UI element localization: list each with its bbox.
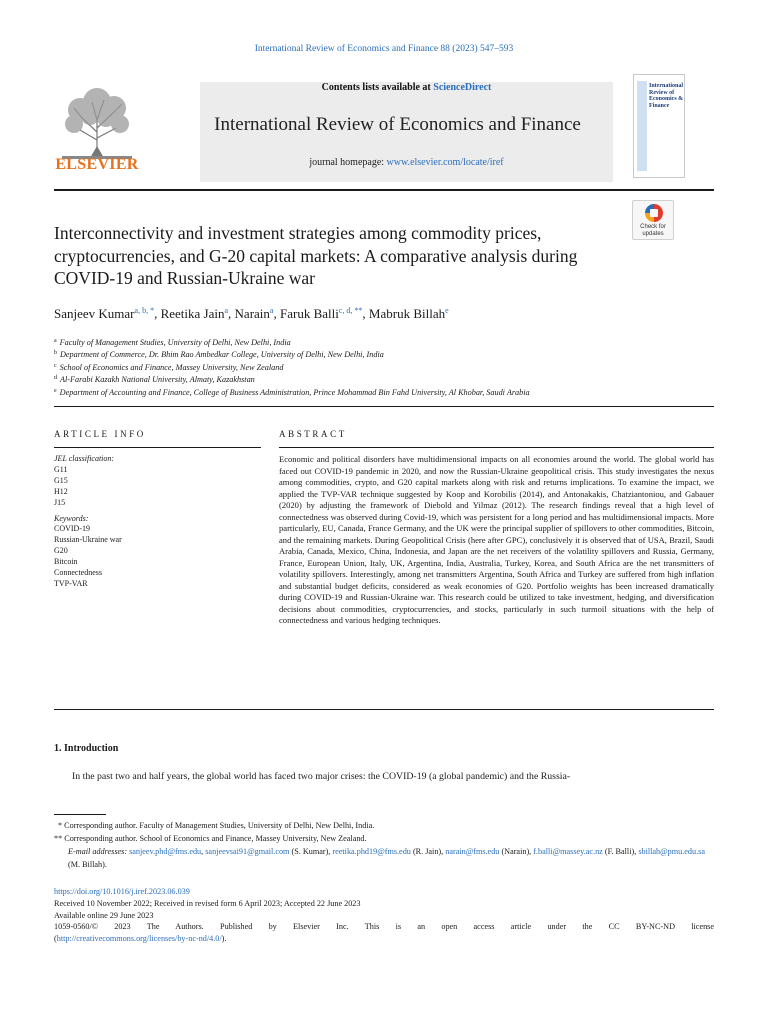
abstract-bottom-rule: [54, 709, 714, 710]
author-affiliation-marks[interactable]: e: [445, 306, 449, 315]
check-for-updates-badge[interactable]: [632, 200, 674, 240]
email-link[interactable]: sanjeev.phd@fms.edu: [129, 847, 202, 856]
affiliation-text: Department of Accounting and Finance, College of Business Administration, Prince Mohammad Bin Fahd University, Al Khobar, Saudi Arabia: [59, 387, 530, 397]
affiliation-item: [54, 361, 714, 373]
author-affiliation-marks[interactable]: a, b, *: [134, 306, 155, 315]
email-link[interactable]: reetika.phd19@fms.edu: [332, 847, 411, 856]
license-url-line: (http://creativecommons.org/licenses/by-nc-nd/4.0/).: [54, 934, 227, 944]
cover-strip: [637, 81, 647, 171]
available-online-date: Available online 29 June 2023: [54, 910, 154, 920]
author-name[interactable]: Mabruk Billah: [368, 306, 446, 321]
crossmark-line2: updates: [642, 230, 664, 237]
keyword: Bitcoin: [54, 557, 78, 567]
homepage-link[interactable]: www.elsevier.com/locate/iref: [386, 157, 504, 168]
affiliation-text: Faculty of Management Studies, University of Delhi, New Delhi, India: [59, 338, 291, 347]
email-label: E-mail addresses:: [68, 847, 128, 856]
email-owner: (R. Jain),: [410, 847, 446, 856]
sciencedirect-link[interactable]: ScienceDirect: [433, 82, 492, 93]
keyword: TVP-VAR: [54, 578, 88, 588]
affiliation-item: [54, 336, 714, 348]
email-owner: (M. Billah).: [68, 860, 107, 869]
crossmark-label: [633, 224, 673, 237]
author-affiliation-marks[interactable]: a: [224, 306, 229, 315]
contents-line: [200, 82, 613, 93]
affiliation-key: c: [54, 362, 57, 369]
journal-homepage-line: [200, 157, 613, 168]
article-info-heading: ARTICLE INFO: [54, 429, 146, 439]
author-affiliation-marks[interactable]: a: [269, 306, 274, 315]
introduction-heading: 1. Introduction: [54, 743, 119, 754]
email-link[interactable]: narain@fms.edu: [445, 847, 500, 856]
email-link[interactable]: f.balli@massey.ac.nz: [533, 847, 603, 856]
author-name[interactable]: Reetika Jain: [160, 306, 225, 321]
received-dates: Received 10 November 2022; Received in revised form 6 April 2023; Accepted 22 June 2023: [54, 898, 361, 908]
affiliation-key: e: [54, 387, 57, 394]
email-owner: (S. Kumar),: [289, 847, 333, 856]
abstract-heading: ABSTRACT: [279, 429, 347, 439]
affiliation-item: [54, 373, 714, 385]
introduction-text: In the past two and half years, the global world has faced two major crises: the COVID-19 (a global pandemic) and the Russia-: [72, 771, 571, 782]
corresponding-author-note: ** Corresponding author. School of Economics and Finance, Massey University, New Zealand.: [54, 834, 367, 843]
keyword: COVID-19: [54, 524, 90, 534]
corresponding-author-note: * Corresponding author. Faculty of Management Studies, University of Delhi, New Delhi, India.: [58, 821, 375, 830]
paper-title: Interconnectivity and investment strategies among commodity prices, cryptocurrencies, and G-20 capital markets: A comparative analysis during COVID-19 and Russian-Ukraine war: [54, 223, 578, 288]
publication-info: [54, 886, 714, 945]
article-info-list: [54, 454, 261, 590]
jel-code: G15: [54, 475, 68, 485]
affiliation-text: Al-Farabi Kazakh National University, Almaty, Kazakhstan: [60, 375, 255, 385]
affiliation-text: Department of Commerce, Dr. Bhim Rao Ambedkar College, University of Delhi, New Delhi, India: [60, 350, 384, 360]
email-link[interactable]: sbillah@pmu.edu.sa: [638, 847, 705, 856]
affiliation-key: a: [54, 338, 57, 344]
author-name[interactable]: Narain: [234, 306, 270, 321]
affiliation-item: [54, 386, 714, 398]
crossmark-icon-center: [650, 209, 658, 217]
footnote-rule: [54, 814, 106, 815]
footnotes: [54, 819, 714, 871]
author-list: Sanjeev Kumar$^{a, b, *}$, Reetika Jain$^a$, Narain$^a$, Faruk Balli$^{c, d, **}$, Mabruk Billah$^e$: [54, 306, 449, 321]
jel-code: J15: [54, 497, 66, 507]
email-addresses: E-mail addresses: sanjeev.phd@fms.edu, sanjeevsai91@gmail.com (S. Kumar), reetika.phd19@fms.edu (R. Jain), narain@fms.edu (Narain), f.balli@massey.ac.nz (F. Balli), sbillah@pmu.edu.sa (M. Billah).: [68, 847, 705, 869]
author-name[interactable]: Sanjeev Kumar: [54, 306, 135, 321]
journal-reference[interactable]: International Review of Economics and Finance 88 (2023) 547–593: [254, 44, 514, 54]
abstract-text: Economic and political disorders have multidimensional impacts on all economies around the world. The global world has faced out COVID-19 pandemic in 2020, and now the Russian-Ukraine geopolitical crisis. This study investigates the nexus among commodities, crypto, and G20 capital markets along with risk and returns implications. To examine the impact, we applied the TVP-VAR technique suggested by Koop and Korobilis (2014), and Antonakakis, Chatziantoniou, and Gabauer (2020) by adjusting the framework of Diebold and Yilmaz (2012). The research findings reveal that a high level of connectedness was observed during Covid-19, which was persistent for a long period and has multidimensional impacts. More particularly, EU, Canada, France Germany, and the UK were the principal supplier of spillovers to other commodities, Bitcoin, and the remaining markets. During Geopolitical Crisis (here after GPC), conclusively it is observed that of USA, Brazil, Saudi Arabia, Canada, Mexico, China, Indonesia, and Japan are the net receivers of the volatility spillovers and Russia, Germany, France, European Union, Italy, UK, Argentina, India, Australia, Turkey, Korea, and South Africa are the net transmitters of volatility spillovers. Interestingly, among net transmitters Argentina, South Africa and Turkey are suffered from high inflation and substantial budget deficits, considered as weak economies of G20. Portfolio weights has been increased dramatically during COVID-19 and Russian-Ukraine war. This research could be utilized to take investment, hedging, and diversification decisions about commodities, cryptocurrencies, and stocks, particularly in such turmoil situations with the help of connectedness and various hedging techniques.: [279, 454, 714, 625]
abstract-rule: [279, 447, 714, 448]
header-rule: [54, 189, 714, 191]
affiliation-item: [54, 348, 714, 360]
contents-prefix: Contents lists available at: [321, 82, 434, 93]
affiliation-text: School of Economics and Finance, Massey University, New Zealand: [59, 362, 284, 372]
article-info-rule: [54, 447, 261, 448]
keyword: G20: [54, 546, 68, 556]
author-name[interactable]: Faruk Balli: [279, 306, 339, 321]
section-rule: [54, 406, 714, 407]
author-affiliation-marks[interactable]: c, d, **: [338, 306, 363, 315]
keywords-label: Keywords:: [54, 513, 89, 523]
email-owner: (Narain),: [499, 847, 534, 856]
journal-title: International Review of Economics and Finance: [214, 114, 581, 135]
crossmark-line1: Check for: [640, 224, 666, 230]
email-owner: (F. Balli),: [602, 847, 639, 856]
cover-title: International Review of Economics & Finance: [649, 83, 684, 109]
affiliation-key: b: [54, 350, 57, 357]
affiliation-key: d: [54, 375, 57, 382]
doi-link[interactable]: https://doi.org/10.1016/j.iref.2023.06.039: [54, 887, 190, 896]
journal-cover-thumbnail[interactable]: [633, 74, 685, 178]
license-statement: 1059-0560/© 2023 The Authors. Published by Elsevier Inc. This is an open access article under the CC BY-NC-ND license: [54, 922, 714, 932]
homepage-prefix: journal homepage:: [309, 157, 387, 168]
elsevier-wordmark: ELSEVIER: [55, 156, 139, 173]
jel-label: JEL classification:: [54, 454, 115, 463]
keyword: Russian-Ukraine war: [54, 535, 122, 545]
jel-code: H12: [54, 486, 68, 496]
license-url-link[interactable]: http://creativecommons.org/licenses/by-nc-nd/4.0/: [56, 934, 222, 944]
affiliation-list: [54, 336, 714, 398]
email-link[interactable]: sanjeevsai91@gmail.com: [205, 847, 290, 856]
keyword: Connectedness: [54, 568, 102, 578]
jel-code: G11: [54, 464, 68, 474]
